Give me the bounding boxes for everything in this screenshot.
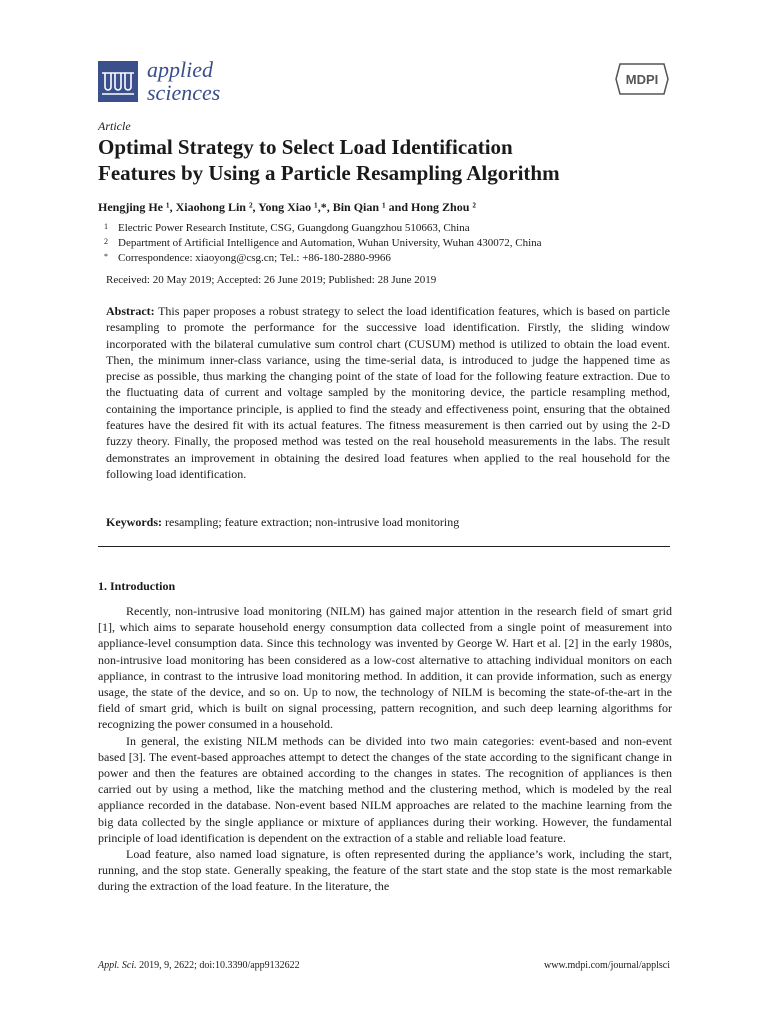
affiliation-text: Department of Artificial Intelligence and Automation, Wuhan University, Wuhan 430072, China [118,237,542,249]
body-paragraph: Load feature, also named load signature, is often represented during the appliance’s work, including the start, running, and the stop state. Generally speaking, the feature of the start state and the stop state is the most remarkable during the extraction of the load feature. In the literature, the [98,847,672,894]
footer-url[interactable]: www.mdpi.com/journal/applsci [544,960,670,971]
affiliation-text: Electric Power Research Institute, CSG, Guangdong Guangzhou 510663, China [118,222,470,234]
keywords [106,515,459,530]
section-body [98,603,672,895]
citation-details: 2019, 9, 2622; doi:10.3390/app9132622 [136,960,300,971]
journal-name-line2: sciences [147,80,221,105]
affiliation-mark: 2 [104,237,108,246]
title-line-2: Features by Using a Particle Resampling Algorithm [98,161,560,185]
citation-journal: Appl. Sci. [98,960,137,971]
author-list: Hengjing He ¹, Xiaohong Lin ², Yong Xiao ¹,*, Bin Qian ¹ and Hong Zhou ² [98,200,476,214]
journal-name [147,58,220,104]
affiliation-mark: * [104,252,108,261]
keywords-label: Keywords: [106,515,162,529]
abstract-text: This paper proposes a robust strategy to select the load identification features, which is based on particle resampling to promote the performance for the successive load identification. Firstly, the sliding window incorporated with the bilateral cumulative sum control chart (CUSUM) method is utilized to obtain the load event. Then, the minimum inner-class variance, using the time-serial data, is introduced to judge the happened time as precise as possible, thus marking the changing point of the state of load for the following feature extraction. Due to the fluctuating data of current and voltage sampled by the monitoring device, the particle resampling method, containing the importance principle, is applied to find the steady and effectiveness point, ensuring that the obtained features have the desired fit with its actual features. The fitness measurement is then carried out by using the 2-D fuzzy theory. Finally, the proposed method was tested on the real household measurements in the labs. The result demonstrates an improvement in obtaining the desired load features when applied to the real household for the following load identification. [106,304,670,481]
title-line-1: Optimal Strategy to Select Load Identification [98,135,513,159]
affiliation-text: Correspondence: xiaoyong@csg.cn; Tel.: +86-180-2880-9966 [118,252,391,264]
affiliation-1 [104,222,470,234]
body-paragraph: In general, the existing NILM methods can be divided into two main categories: event-based and non-event based [3]. The event-based approaches attempt to detect the changes of the state according to the significant change in power and then the features are obtained according to the changes in states. The recognition of appliances is then carried out by using a method, like the matching method and the clustering method, which is modeled by the real appliance recorded in the database. Non-event based NILM approaches are related to the machine learning from the big data collected by the single appliance or mixture of appliances during their working. However, the fundamental principle of load identification is dependent on the extraction of a stable and reliable load feature. [98,733,672,845]
abstract-label: Abstract: [106,304,155,318]
mdpi-logo-icon [614,62,670,96]
paper-title [98,134,698,186]
body-paragraph: Recently, non-intrusive load monitoring (NILM) has gained major attention in the research field of smart grid [1], which aims to separate household energy consumption data collected from a single point of measurement into appliance-level consumption data. Since this technology was invented by George W. Hart et al. [2] in the early 1980s, non-intrusive load monitoring has been considered as a low-cost alternative to attaching individual monitors on each appliance, in contrast to the intrusive load monitoring method. In addition, it can provide information, such as energy usage, the state of the device, and so on. Up to now, the technology of NILM is becoming the state-of-the-art in the field of smart grid, which is built on signal processing, pattern recognition, and such deep learning algorithms for recognizing the power consumed in a household. [98,604,672,732]
keywords-text: resampling; feature extraction; non-intrusive load monitoring [162,515,460,529]
article-type: Article [98,119,131,133]
publisher-label: MDPI [625,72,659,87]
correspondence [104,252,391,264]
applied-sciences-logo-icon [98,61,138,102]
affiliation-2 [104,237,542,249]
section-divider [98,546,670,547]
abstract [106,303,670,482]
publication-dates: Received: 20 May 2019; Accepted: 26 June 2019; Published: 28 June 2019 [106,274,437,286]
section-heading: 1. Introduction [98,579,176,593]
footer-citation [98,960,300,971]
journal-name-line1: applied [147,57,213,82]
affiliation-mark: 1 [104,222,108,231]
